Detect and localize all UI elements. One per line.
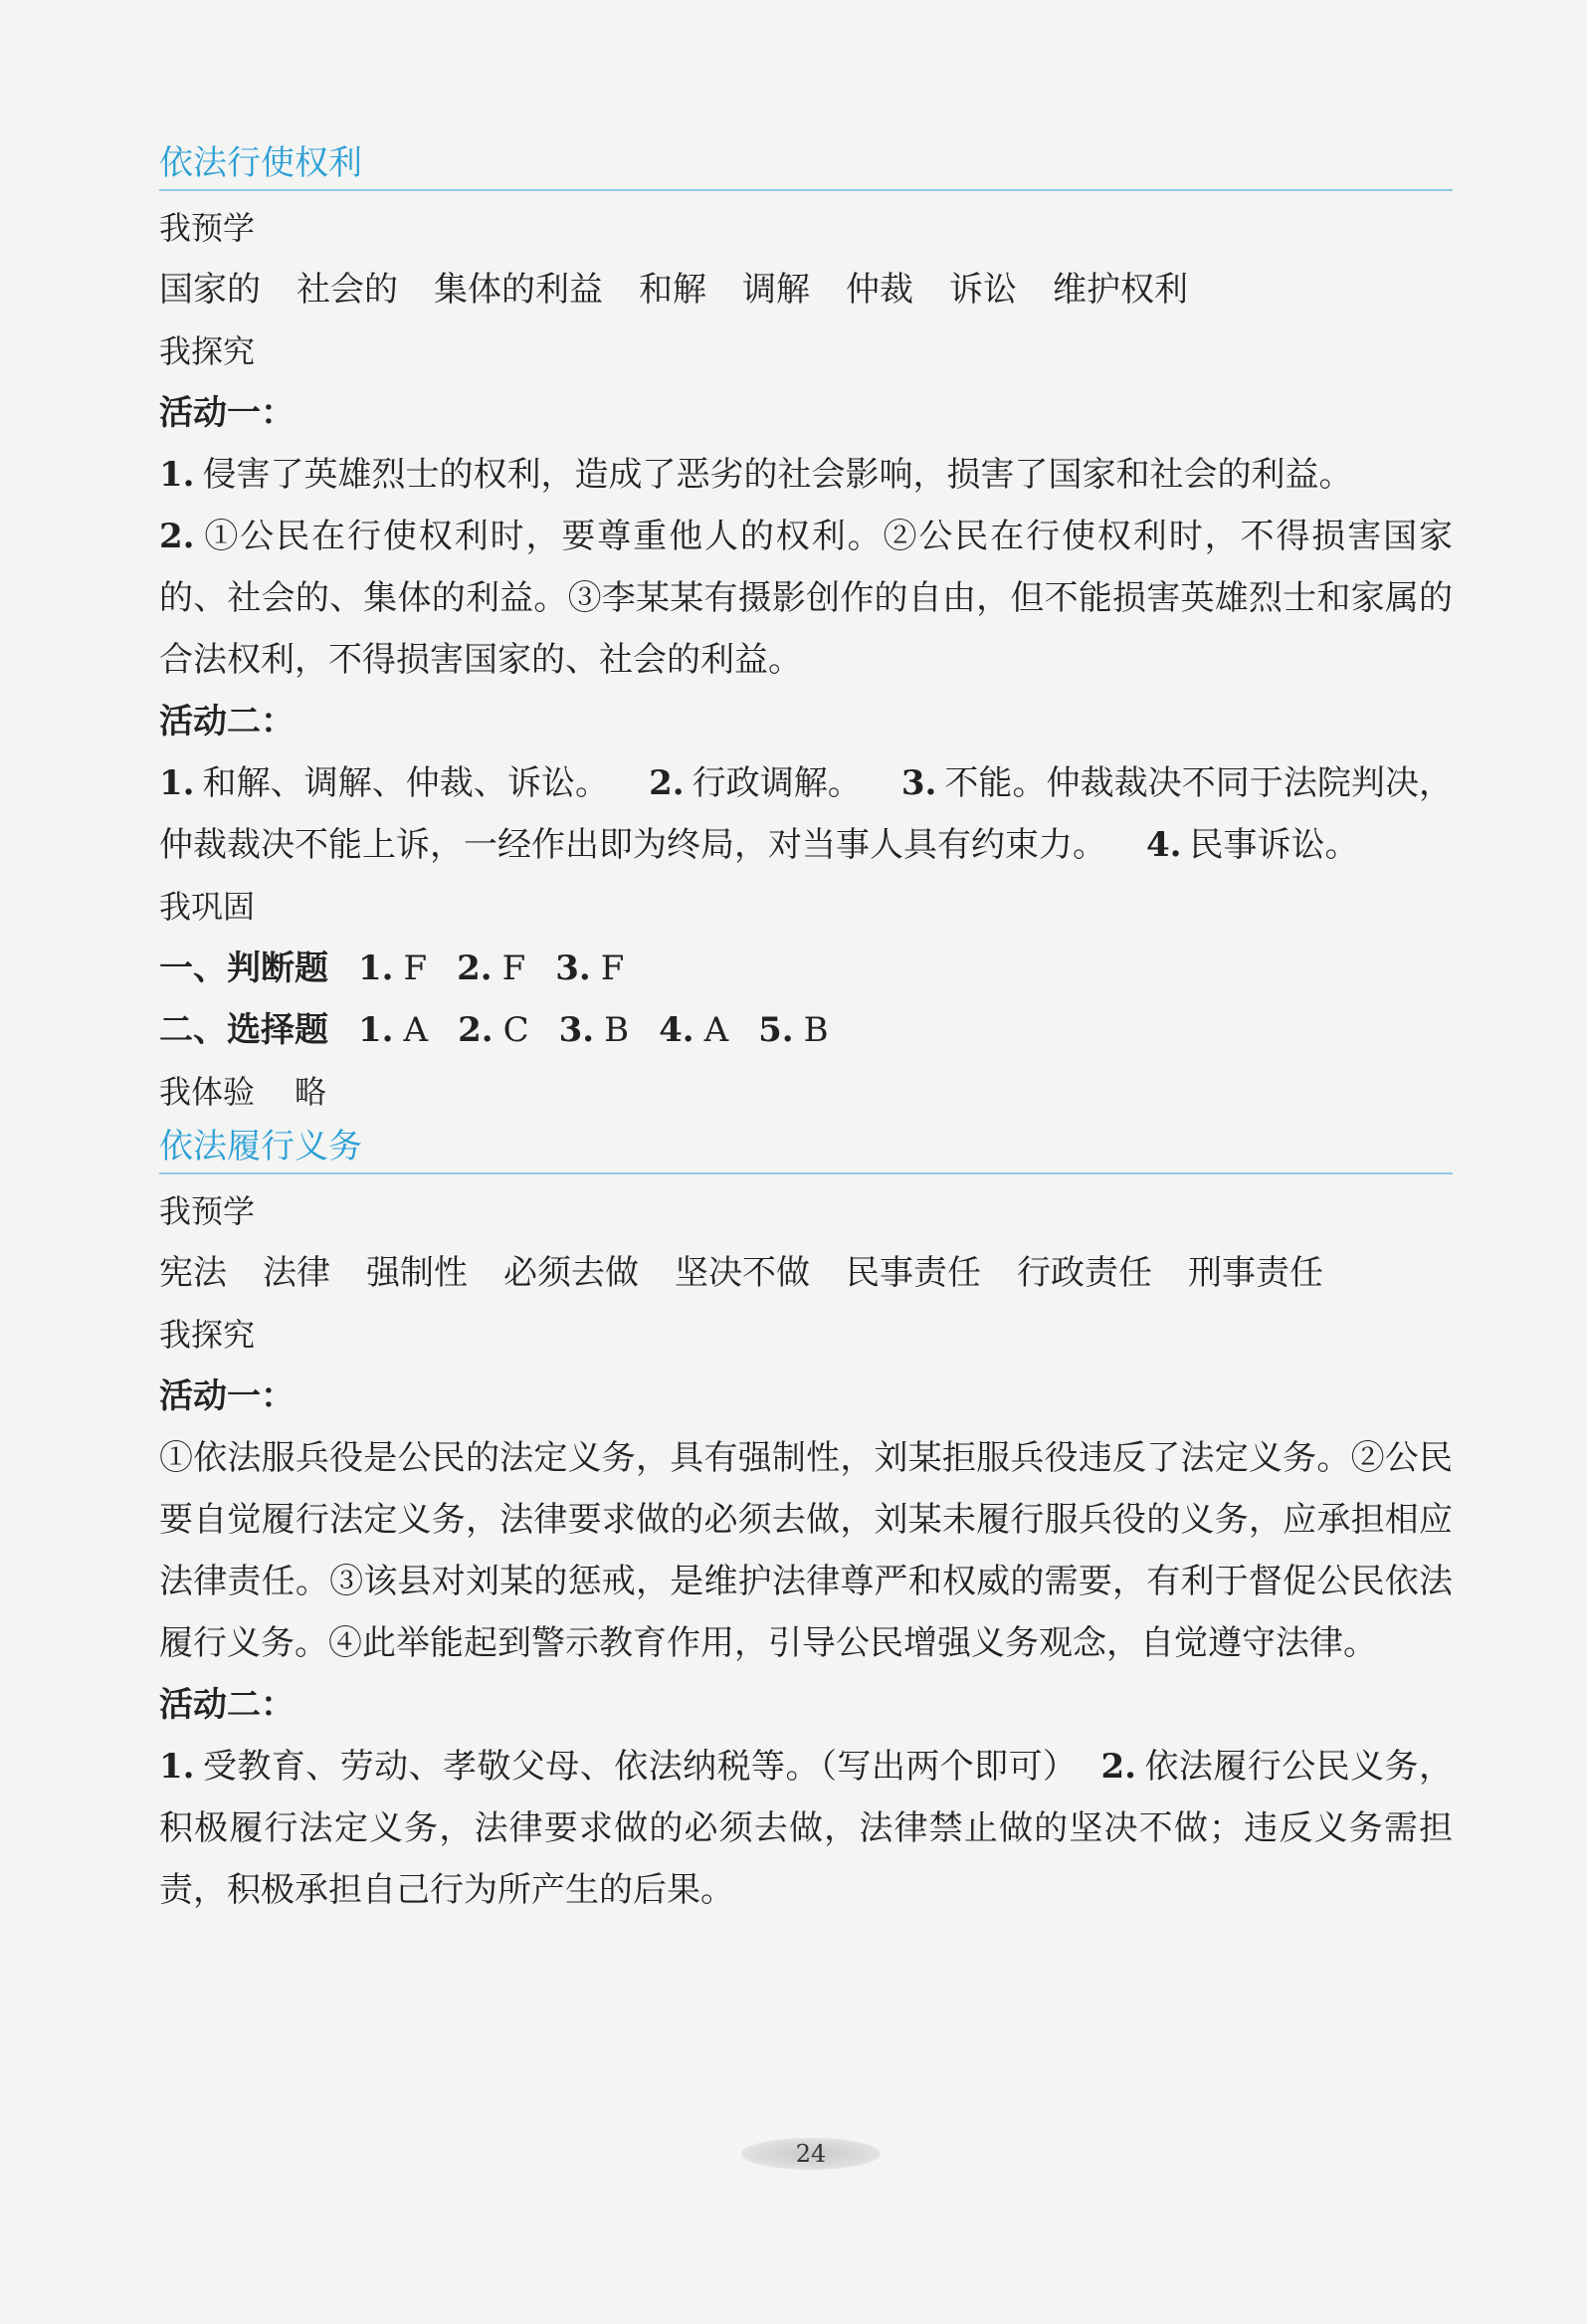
- answer-value: B: [803, 1010, 829, 1050]
- explore-label: 我探究: [159, 332, 256, 370]
- answer-value: A: [403, 1010, 429, 1050]
- answer-text: ①公民在行使权利时，要尊重他人的权利。②公民在行使权利时，不得损害国家的、社会的、集体的利益。③李某某有摄影创作的自由，但不能损害英雄烈士和家属的合法权利，不得损害国家的、社会的利益。: [159, 517, 1453, 680]
- answer-value: F: [403, 949, 428, 988]
- answer-value: F: [600, 949, 625, 988]
- term: 坚决不做: [675, 1253, 810, 1293]
- term: 必须去做: [503, 1253, 639, 1293]
- activity-one-label: 活动一：: [159, 1376, 295, 1416]
- preview-label: 我预学: [159, 209, 256, 247]
- item-number: 1.: [159, 1747, 195, 1787]
- preview-terms: [159, 1242, 1453, 1304]
- term: 维护权利: [1053, 270, 1188, 310]
- true-false-answers: [159, 938, 1453, 999]
- term: 国家的: [159, 270, 261, 310]
- page-number: 24: [741, 2138, 881, 2170]
- item-number: 2.: [649, 763, 685, 803]
- item-number: 3.: [900, 763, 937, 803]
- page-content: [159, 139, 1453, 1921]
- answer-value: B: [604, 1010, 630, 1050]
- term: 法律: [263, 1253, 330, 1293]
- preview-label: 我预学: [159, 1192, 256, 1230]
- term: 强制性: [366, 1253, 468, 1293]
- activity-two-label: 活动二：: [159, 702, 295, 741]
- term: 宪法: [159, 1253, 227, 1293]
- question-number: 3.: [558, 1010, 595, 1050]
- answer-text: 和解、调解、仲裁、诉讼。: [202, 763, 610, 803]
- section-title-fulfill-duties: 依法履行义务: [159, 1123, 1453, 1174]
- preview-terms: [159, 259, 1453, 320]
- experience-label: 我体验: [159, 1073, 256, 1111]
- question-number: 3.: [555, 949, 591, 988]
- activity-one-answer-2: [159, 506, 1453, 691]
- answer-value: A: [703, 1010, 729, 1050]
- term: 集体的利益: [434, 270, 603, 310]
- consolidate-label: 我巩固: [159, 888, 256, 926]
- term: 仲裁: [846, 270, 913, 310]
- true-false-label: 一、判断题: [159, 949, 328, 988]
- answer-text: 侵害了英雄烈士的权利，造成了恶劣的社会影响，损害了国家和社会的利益。: [202, 455, 1353, 495]
- activity-one-answer-1: [159, 444, 1453, 506]
- activity-one-answer: ①依法服兵役是公民的法定义务，具有强制性，刘某拒服兵役违反了法定义务。②公民要自觉履行法定义务，法律要求做的必须去做，刘某未履行服兵役的义务，应承担相应法律责任。③该县对刘某的惩戒，是维护法律尊严和权威的需要，有利于督促公民依法履行义务。④此举能起到警示教育作用，引导公民增强义务观念，自觉遵守法律。: [159, 1438, 1453, 1663]
- answer-value: F: [501, 949, 526, 988]
- term: 调解: [742, 270, 810, 310]
- term: 社会的: [297, 270, 398, 310]
- question-number: 2.: [457, 949, 493, 988]
- term: 诉讼: [949, 270, 1017, 310]
- item-number: 2.: [1100, 1747, 1136, 1787]
- explore-label: 我探究: [159, 1316, 256, 1354]
- term: 民事责任: [846, 1253, 981, 1293]
- term: 行政责任: [1017, 1253, 1152, 1293]
- item-number: 1.: [159, 455, 195, 495]
- item-number: 2.: [159, 517, 195, 556]
- multiple-choice-label: 二、选择题: [159, 1010, 328, 1050]
- answer-text: 行政调解。: [692, 763, 862, 803]
- activity-one-label: 活动一：: [159, 393, 295, 433]
- term: 和解: [639, 270, 706, 310]
- item-number: 1.: [159, 763, 195, 803]
- answer-value: C: [502, 1010, 529, 1050]
- question-number: 4.: [659, 1010, 694, 1050]
- answer-text: 民事诉讼。: [1189, 825, 1359, 865]
- answer-text: 受教育、劳动、孝敬父母、依法纳税等。（写出两个即可）: [202, 1747, 1078, 1787]
- experience-value: 略: [295, 1073, 327, 1111]
- answer-text: 不能。仲裁裁决不同于法院判决，仲裁裁决不能上诉，一经作出即为终局，对当事人具有约束力。: [159, 763, 1454, 865]
- activity-two-answers: [159, 752, 1453, 876]
- section-title-exercise-rights: 依法行使权利: [159, 139, 1453, 191]
- answer-text: 依法履行公民义务，积极履行法定义务，法律要求做的必须去做，法律禁止做的坚决不做；违反义务需担责，积极承担自己行为所产生的后果。: [159, 1747, 1453, 1910]
- term: 刑事责任: [1188, 1253, 1323, 1293]
- question-number: 1.: [358, 949, 394, 988]
- multiple-choice-answers: [159, 999, 1453, 1061]
- question-number: 2.: [458, 1010, 494, 1050]
- item-number: 4.: [1146, 825, 1182, 865]
- question-number: 1.: [358, 1010, 394, 1050]
- question-number: 5.: [758, 1010, 794, 1050]
- activity-two-answers: [159, 1736, 1453, 1921]
- activity-two-label: 活动二：: [159, 1685, 295, 1725]
- experience-row: [159, 1061, 1453, 1123]
